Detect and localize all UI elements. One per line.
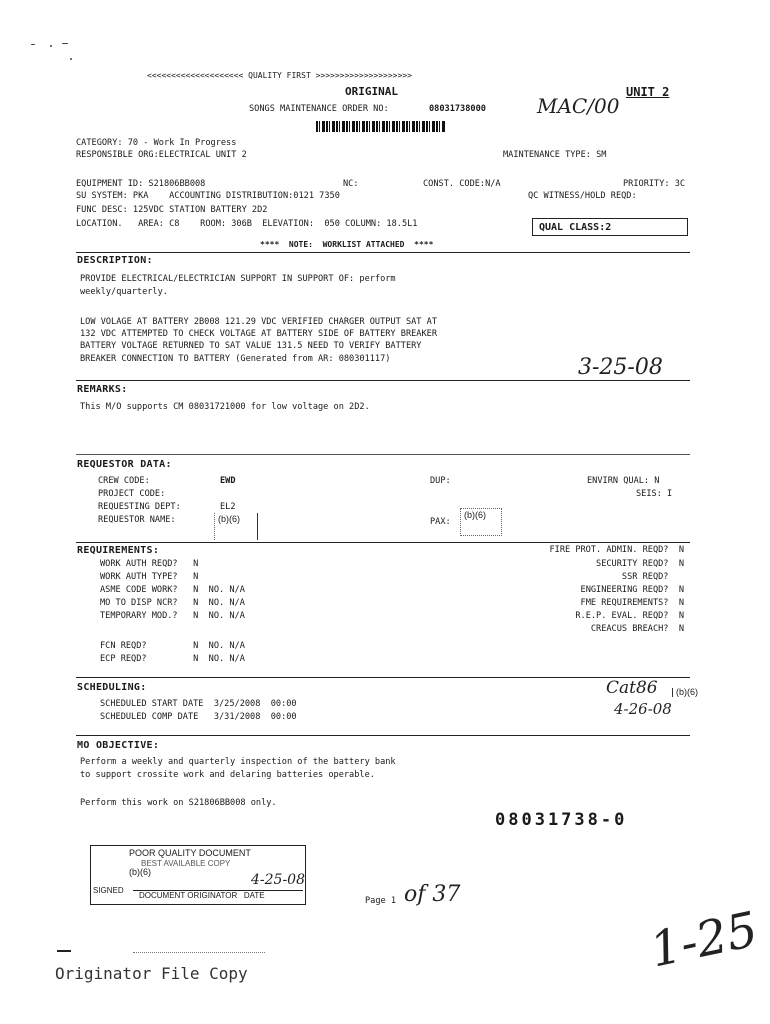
scan-speck [70, 58, 72, 60]
rule-description [76, 252, 690, 253]
scheduling-title: SCHEDULING: [77, 682, 147, 693]
description-line: BATTERY VOLTAGE RETURNED TO SAT VALUE 131.5 NEED TO VERIFY BATTERY [80, 341, 422, 351]
project-code-label: PROJECT CODE: [98, 489, 166, 499]
envirn-qual: ENVIRN QUAL: N [587, 476, 660, 486]
qual-class: QUAL CLASS:2 [539, 222, 612, 233]
description-line: 132 VDC ATTEMPTED TO CHECK VOLTAGE AT BATTERY SIDE OF BATTERY BREAKER [80, 329, 437, 339]
requirement-right: FIRE PROT. ADMIN. REQD? N [549, 545, 684, 555]
description-line: LOW VOLAGE AT BATTERY 2B008 121.29 VDC VERIFIED CHARGER OUTPUT SAT AT [80, 317, 437, 327]
requirement-right: FME REQUIREMENTS? N [580, 598, 684, 608]
qual-class-box [532, 218, 688, 236]
pax-label: PAX: [430, 517, 451, 527]
description-line: weekly/quarterly. [80, 287, 168, 297]
su-system-line: SU SYSTEM: PKA ACCOUNTING DISTRIBUTION:0121 7350 [76, 191, 340, 201]
requirement-right: SSR REQD? [621, 572, 684, 582]
requirement-left: ASME CODE WORK? N NO. N/A [100, 585, 245, 595]
objective-line: Perform a weekly and quarterly inspection of the battery bank [80, 757, 396, 767]
scan-speck [50, 45, 52, 47]
nc-label: NC: [343, 179, 359, 189]
redaction-code: (b)(6) [129, 867, 151, 877]
priority: PRIORITY: 3C [623, 179, 686, 189]
scheduled-start: SCHEDULED START DATE 3/25/2008 00:00 [100, 699, 297, 709]
mo-number: 08031738-0 [495, 810, 628, 830]
redaction-code: (b)(6) [218, 514, 240, 524]
requirement-left: TEMPORARY MOD.? N NO. N/A [100, 611, 245, 621]
handwritten-initials: MAC/00 [537, 94, 620, 118]
handwritten-date: 4-25-08 [251, 872, 305, 888]
scheduled-comp: SCHEDULED COMP DATE 3/31/2008 00:00 [100, 712, 297, 722]
handwritten-page-count: of 37 [404, 882, 461, 907]
seis: SEIS: I [636, 489, 673, 499]
scan-dotted-line [133, 952, 265, 953]
objective-title: MO OBJECTIVE: [77, 740, 160, 751]
handwritten-date: 3-25-08 [578, 355, 663, 380]
signature-labels: DOCUMENT ORIGINATOR DATE [139, 891, 265, 900]
redaction-code: (b)(6) [464, 510, 486, 520]
remarks-title: REMARKS: [77, 384, 128, 395]
maintenance-type: MAINTENANCE TYPE: SM [503, 150, 607, 160]
requesting-dept-label: REQUESTING DEPT: [98, 502, 181, 512]
func-desc-line: FUNC DESC: 125VDC STATION BATTERY 2D2 [76, 205, 268, 215]
handwritten-corner-mark: 1-25 [645, 901, 763, 979]
requirement-right: SECURITY REQD? N [596, 559, 684, 569]
rule-requestor [76, 454, 690, 455]
requirement-left: FCN REQD? N NO. N/A [100, 641, 245, 651]
redaction-box [214, 513, 258, 540]
requesting-dept-value: EL2 [220, 502, 236, 512]
quality-first-banner: <<<<<<<<<<<<<<<<<<<< QUALITY FIRST >>>>>>>>>>>>>>>>>>>> [147, 71, 412, 80]
rule-requirements [76, 542, 690, 543]
requestor-name-label: REQUESTOR NAME: [98, 515, 176, 525]
responsible-org-line: RESPONSIBLE ORG:ELECTRICAL UNIT 2 [76, 150, 247, 160]
requirement-left: MO TO DISP NCR? N NO. N/A [100, 598, 245, 608]
requirement-left: ECP REQD? N NO. N/A [100, 654, 245, 664]
poor-quality-notice: POOR QUALITY DOCUMENT [129, 848, 251, 858]
worklist-note: **** NOTE: WORKLIST ATTACHED **** [260, 240, 434, 249]
scan-mark [57, 950, 71, 952]
requirement-right: ENGINEERING REQD? N [580, 585, 684, 595]
description-line: PROVIDE ELECTRICAL/ELECTRICIAN SUPPORT IN SUPPORT OF: perform [80, 274, 396, 284]
crew-code-value: EWD [220, 476, 236, 486]
best-copy-notice: BEST AVAILABLE COPY [141, 859, 231, 868]
handwritten-date: 4-26-08 [614, 700, 672, 718]
remarks-text: This M/O supports CM 08031721000 for low voltage on 2D2. [80, 402, 370, 412]
requestor-title: REQUESTOR DATA: [77, 459, 172, 470]
rule-objective [76, 735, 690, 736]
description-line: BREAKER CONNECTION TO BATTERY (Generated from AR: 080301117) [80, 354, 391, 364]
order-barcode [316, 121, 446, 132]
redaction-box [460, 508, 502, 536]
file-copy-label: Originator File Copy [55, 964, 248, 983]
qc-witness: QC WITNESS/HOLD REQD: [528, 191, 637, 201]
order-number: 08031738000 [429, 104, 486, 114]
rule-scheduling [76, 677, 690, 678]
rule-remarks [76, 380, 690, 381]
requirements-title: REQUIREMENTS: [77, 545, 160, 556]
objective-line: Perform this work on S21806BB008 only. [80, 798, 277, 808]
requirement-left: WORK AUTH TYPE? N [100, 572, 199, 582]
handwritten-signature: Cat86 [606, 678, 658, 698]
order-label: SONGS MAINTENANCE ORDER NO: [249, 104, 389, 114]
equipment-id-line: EQUIPMENT ID: S21806BB008 [76, 179, 206, 189]
requirement-right: CREACUS BREACH? N [590, 624, 684, 634]
crew-code-label: CREW CODE: [98, 476, 150, 486]
redaction-code: (b)(6) [672, 688, 698, 697]
original-stamp: ORIGINAL [345, 85, 398, 98]
category-line: CATEGORY: 70 - Work In Progress [76, 138, 237, 148]
originator-signature-box [90, 845, 306, 905]
page-label: Page 1 [365, 896, 397, 906]
const-code: CONST. CODE:N/A [423, 179, 501, 189]
scan-speck [62, 43, 68, 44]
dup-label: DUP: [430, 476, 451, 486]
unit-label: UNIT 2 [626, 85, 670, 99]
scan-speck [31, 44, 35, 45]
requirement-right: R.E.P. EVAL. REQD? N [575, 611, 684, 621]
objective-line: to support crossite work and delaring batteries operable. [80, 770, 375, 780]
signed-label: SIGNED [93, 886, 124, 895]
location-line: LOCATION. AREA: C8 ROOM: 306B ELEVATION: 050 COLUMN: 18.5L1 [76, 219, 418, 229]
requirement-left: WORK AUTH REQD? N [100, 559, 199, 569]
description-title: DESCRIPTION: [77, 255, 153, 266]
